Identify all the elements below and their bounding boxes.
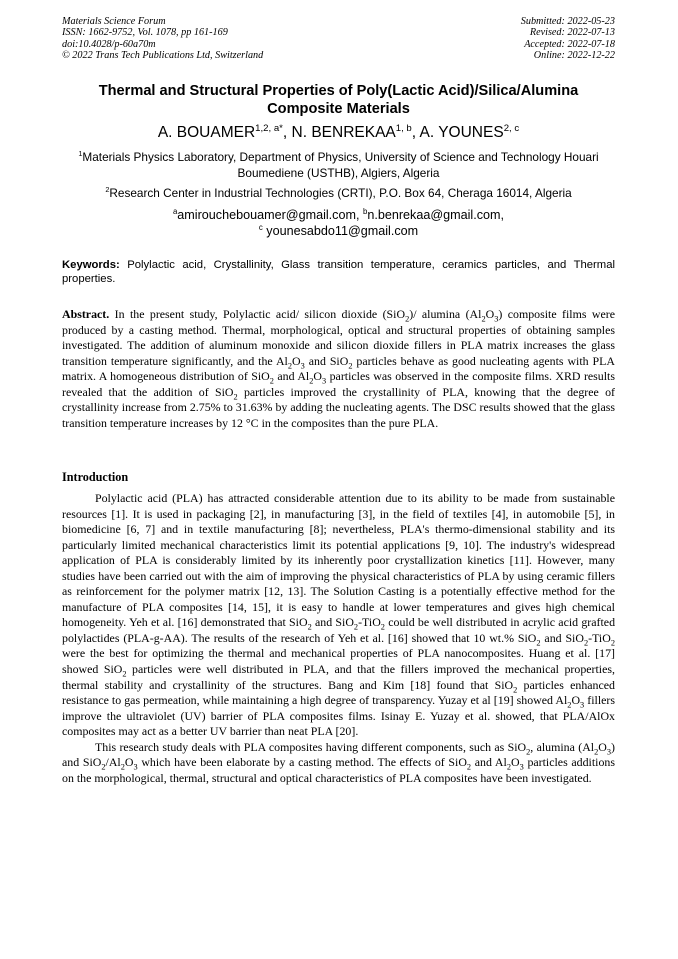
- keywords-label: Keywords:: [62, 259, 120, 271]
- section-heading-introduction: Introduction: [62, 470, 129, 484]
- journal-issn: ISSN: 1662-9752, Vol. 1078, pp 161-169: [62, 27, 228, 39]
- email-link[interactable]: amirouchebouamer@gmail.com: [177, 208, 356, 222]
- abstract-label: Abstract.: [62, 307, 110, 321]
- abstract-text: In the present study, Polylactic acid/ silicon dioxide (SiO$_2$)/ alumina $(Al_2O_3)$ composite films were produced by a casting method. Thermal, morphological, optical and structural properties of obtaining samples investigated. The addition of aluminum monoxide and silicon dioxide fillers in PLA matrix increases the glass transition temperature significantly, and the $Al_2O_3$ and SiO$_2$ particles behave as good nucleating agents with PLA matrix. A homogeneous distribution of SiO$_2$ and $Al_2O_3$ particles was observed in the composite films. XRD results revealed that the addition of SiO$_2$ particles improved the crystallinity of PLA, knowing that the degree of crystallinity increase from 2.75% to 31.63% by adding the nucleating agents. The DSC results showed that the glass transition temperature increases by 12 °C in the composites than the pure PLA.: [62, 307, 615, 430]
- date-submitted: Submitted: 2022-05-23: [520, 16, 615, 27]
- affiliation-2: [62, 185, 615, 201]
- affiliation-text: Research Center in Industrial Technologies (CRTI), P.O. Box 64, Cheraga 16014, Algeria: [109, 186, 572, 200]
- date-online: Online: 2022-12-22: [533, 50, 615, 62]
- author-name: A. YOUNES: [419, 124, 504, 141]
- journal-name: Materials Science Forum: [62, 16, 166, 27]
- author-affiliation-marker: 1, b: [395, 122, 412, 134]
- author-emails: $^a$amirouchebouamer@gmail.com, $^b$n.benrekaa@gmail.com, $^c$ younesabdo11@gmail.com: [172, 206, 505, 238]
- affiliation-text: Materials Physics Laboratory, Department of Physics, University of Science and Technology Houari Boumediene (USTHB), Algiers, Algeria: [82, 150, 599, 180]
- journal-doi: doi:10.4028/p-60a70m: [62, 38, 156, 50]
- submission-dates: [521, 16, 615, 62]
- email-marker: a: [172, 206, 178, 216]
- email-marker: b: [362, 206, 368, 216]
- email-marker: c: [258, 222, 263, 232]
- introduction-body: [62, 491, 615, 786]
- keywords-text: Polylactic acid, Crystallinity, Glass transition temperature, ceramics particles, and Thermal properties.: [62, 259, 615, 285]
- body-paragraph: Polylactic acid (PLA) has attracted considerable attention due to its ability to be made from sustainable resources [1]. It is used in packaging [2], in manufacturing [3], in the field of textiles [4], in automobile [5], in biomedicine [6, 7] and in textile manufacturing [8]; nevertheless, PLA's thermo-dimensional stability and its particularly limited mechanical characteristics limit its potential applications [9, 10]. The industry's widespread application of PLA is considerably limited by its inherently poor crystallization kinetics [11]. However, many studies have been carried out with the aim of improving the physical characteristics of PLA by using ceramic fillers as reinforcement for the polymer matrix [12, 13]. The Solution Casting is a potentially effective method for the manufacture of PLA composites [14, 15], it is easy to handle at lower temperatures and gives high chemical homogeneity. Yeh et al. [16] demonstrated that SiO$_2$ and SiO$_2$-TiO$_2$ could be well distributed in acrylic acid grafted polylactides (PLA-g-AA). The results of the research of Yeh et al. [16] showed that 10 wt.% SiO$_2$ and SiO$_2$-TiO$_2$ were the best for optimizing the thermal and mechanical properties of PLA nanocomposites. Huang et al. [17] showed SiO$_2$ particles were well distributed in PLA, and that the fillers improved the mechanical properties, thermal stability and crystallinity of the structures. Bang and Kim [18] found that SiO$_2$ particles enhanced resistance to gas permeation, while maintaining a high degree of transparency. Yuzay et al [19] showed $Al_2O_3$ fillers improve the ultraviolet (UV) barrier of PLA composites films. Isinay E. Yuzay et al. showed, that PLA/AlOx composites may act as a better UV barrier than neat PLA [20].: [62, 491, 616, 739]
- email-link[interactable]: younesabdo11@gmail.com: [266, 224, 419, 238]
- author-affiliation-marker: 1,2, a*: [255, 122, 283, 134]
- email-link[interactable]: n.benrekaa@gmail.com: [367, 208, 501, 222]
- affiliation-marker: 1: [78, 149, 83, 159]
- journal-info: [62, 16, 263, 62]
- author-name: A. BOUAMER: [157, 124, 256, 141]
- keywords: [62, 258, 615, 286]
- date-revised: Revised: 2022-07-13: [529, 27, 615, 39]
- author-name: N. BENREKAA: [291, 124, 396, 141]
- affiliation-1: [62, 149, 615, 181]
- author-affiliation-marker: 2, c: [503, 122, 520, 134]
- body-paragraph: This research study deals with PLA composites having different components, such as SiO$_2$, alumina $(Al_2O_3)$ and $SiO_2/Al_2O_3$ which have been elaborate by a casting method. The effects of SiO$_2$ and $Al_2O_3$ particles additions on the morphological, thermal, structural and optical characteristics of PLA composites have been investigated.: [62, 739, 615, 785]
- abstract: [62, 307, 615, 431]
- affiliation-marker: 2: [105, 185, 110, 195]
- paper-title: Thermal and Structural Properties of Poly(Lactic Acid)/Silica/Alumina Composite Materials: [98, 83, 579, 117]
- date-accepted: Accepted: 2022-07-18: [524, 38, 615, 50]
- journal-copyright: © 2022 Trans Tech Publications Ltd, Switzerland: [62, 50, 264, 62]
- author-list: A. $BOUAMER^{1,2, a*}$, N. BENREKAA$^{1, b}$, A. YOUNES$^{2, c}$: [157, 122, 520, 141]
